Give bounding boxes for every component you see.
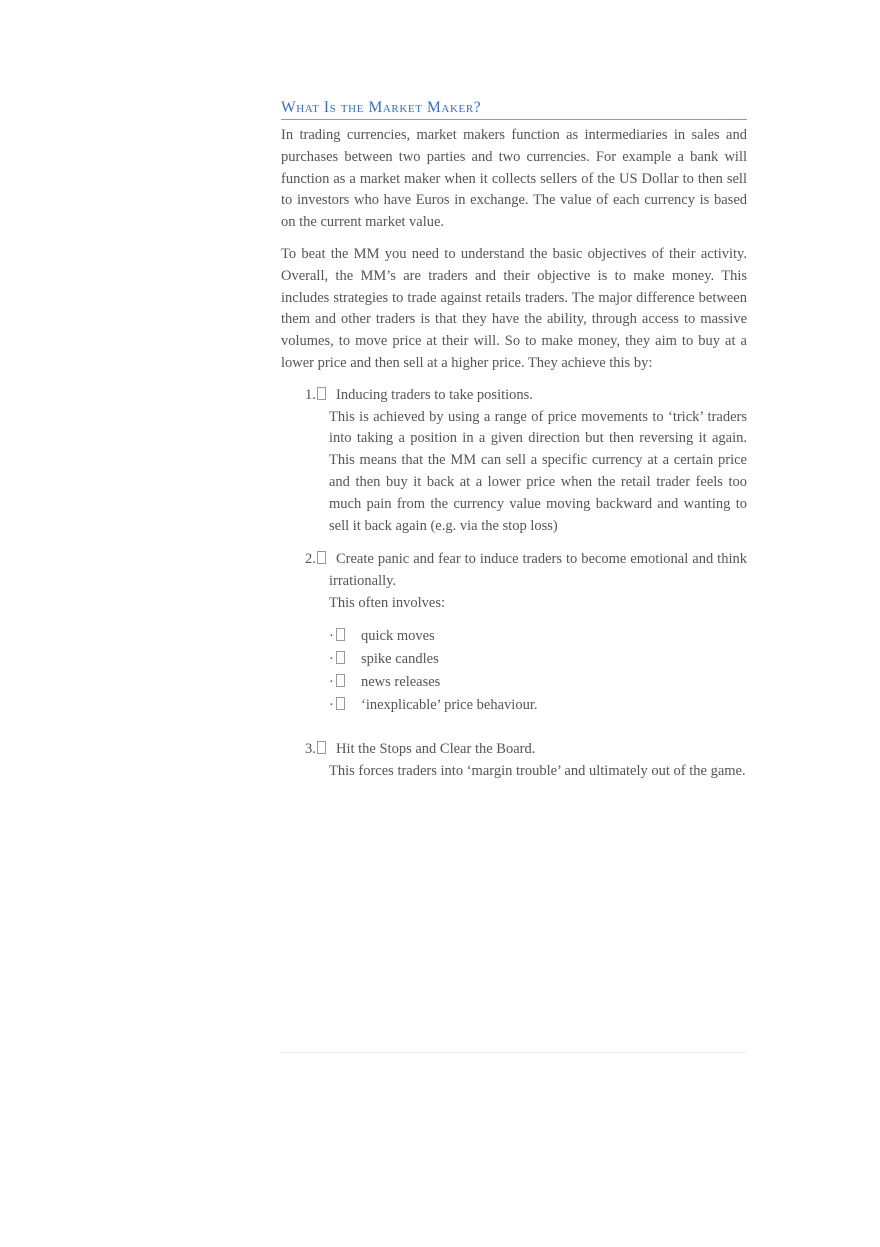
bullet-icon: · <box>329 648 345 671</box>
missing-glyph-icon <box>336 628 345 641</box>
missing-glyph-icon <box>336 674 345 687</box>
list-item <box>281 385 747 538</box>
section-heading: What Is the Market Maker? <box>281 98 747 120</box>
step-title: Inducing traders to take positions. <box>336 386 533 403</box>
list-item <box>329 671 747 694</box>
step-body: This is achieved by using a range of price movements to ‘trick’ traders into taking a position in a given direction but then reversing it again. This means that the MM can sell a specific currency at a certain price and then buy it back at a lower price when the retail trader feels too much pain from the currency value moving backward and wanting to sell it back again (e.g. via the stop loss) <box>329 408 747 534</box>
step-number: 3. <box>305 739 326 761</box>
bullet-text: spike candles <box>361 650 439 667</box>
missing-glyph-icon <box>317 387 326 400</box>
bullet-icon: · <box>329 694 345 717</box>
missing-glyph-icon <box>336 651 345 664</box>
footer-divider <box>281 1052 747 1053</box>
steps-list <box>281 385 747 783</box>
step-number: 2. <box>305 549 326 571</box>
bullet-icon: · <box>329 625 345 648</box>
missing-glyph-icon <box>336 697 345 710</box>
bullet-icon: · <box>329 671 345 694</box>
objectives-paragraph: To beat the MM you need to understand the basic objectives of their activity. Overall, the MM’s are traders and their objective is to make money. This includes strategies to trade against retails traders. The major difference between them and other traders is that they have the ability, through access to massive volumes, to move price at their will. So to make money, they aim to buy at a lower price and then sell at a higher price. They achieve this by: <box>281 245 747 371</box>
bullet-text: news releases <box>361 673 441 690</box>
step-body: This often involves: <box>329 594 445 611</box>
list-item <box>281 739 747 783</box>
list-item <box>329 694 747 717</box>
bullet-text: quick moves <box>361 627 435 644</box>
list-item <box>281 549 747 716</box>
step-number: 1. <box>305 385 326 407</box>
document-page <box>281 98 747 794</box>
list-item <box>329 648 747 671</box>
step-title: Create panic and fear to induce traders to become emotional and think irrationally. <box>329 551 747 590</box>
step-title: Hit the Stops and Clear the Board. <box>336 740 536 757</box>
step-body: This forces traders into ‘margin trouble’ and ultimately out of the game. <box>329 762 746 779</box>
bullet-text: ‘inexplicable’ price behaviour. <box>361 696 538 713</box>
missing-glyph-icon <box>317 741 326 754</box>
missing-glyph-icon <box>317 551 326 564</box>
list-item <box>329 625 747 648</box>
intro-paragraph: In trading currencies, market makers function as intermediaries in sales and purchases between two parties and two currencies. For example a bank will function as a market maker when it collects sellers of the US Dollar to then sell to investors who have Euros in exchange. The value of each currency is based on the current market value. <box>281 127 747 231</box>
bullet-list <box>329 625 747 717</box>
